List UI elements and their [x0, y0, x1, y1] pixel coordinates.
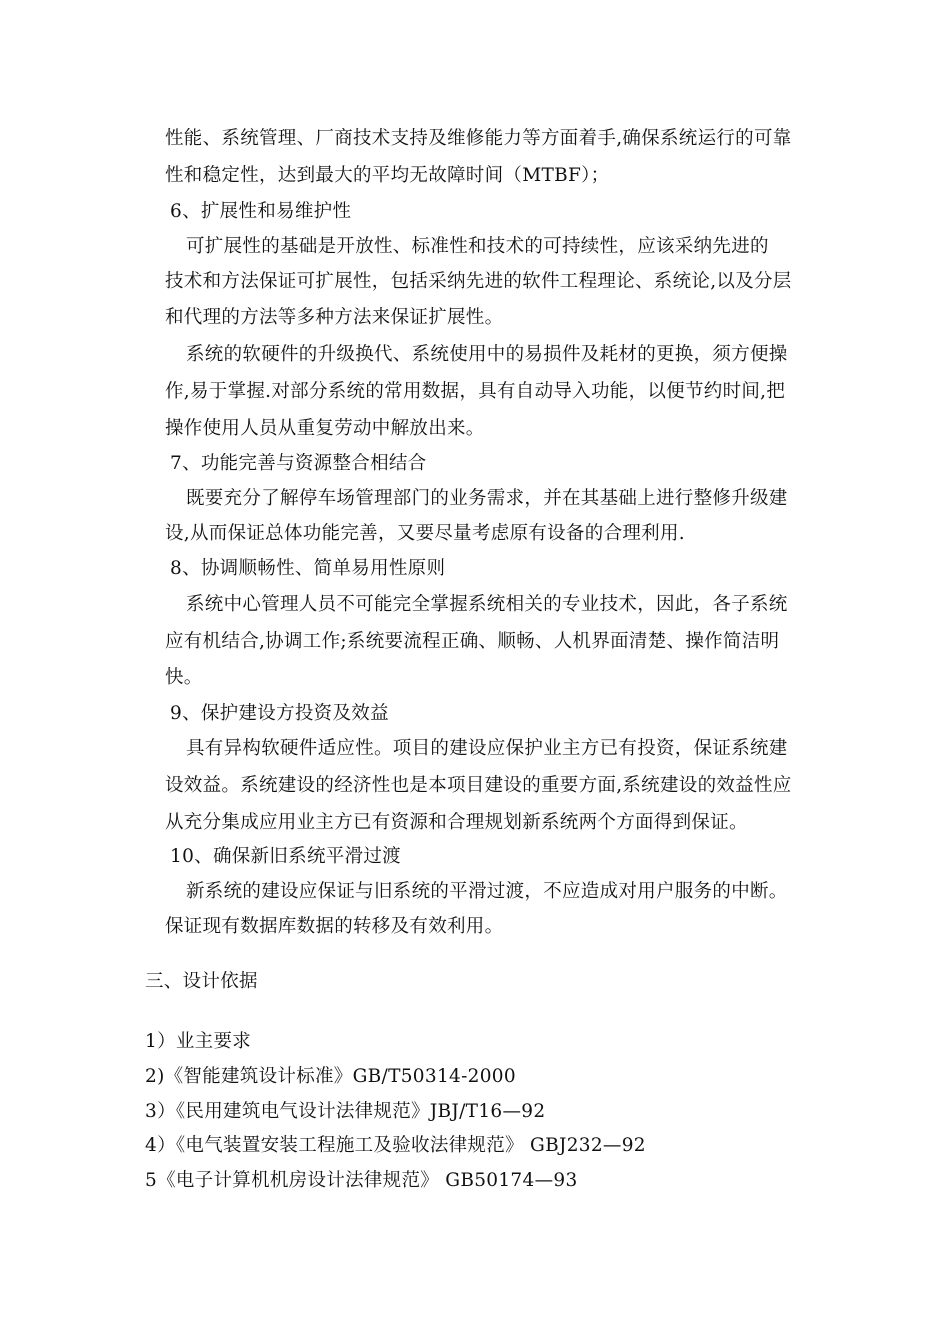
- paragraph-line: 应有机结合,协调工作;系统要流程正确、顺畅、人机界面清楚、操作简洁明: [165, 631, 780, 652]
- paragraph-line: 设效益。系统建设的经济性也是本项目建设的重要方面,系统建设的效益性应: [165, 775, 792, 796]
- paragraph-line: 操作使用人员从重复劳动中解放出来。: [165, 418, 485, 439]
- paragraph-line: 具有异构软硬件适应性。项目的建设应保护业主方已有投资，保证系统建: [186, 738, 788, 759]
- reference-item: 4）《电气装置安装工程施工及验收法律规范》 GBJ232—92: [145, 1135, 646, 1156]
- paragraph-line: 设,从而保证总体功能完善，又要尽量考虑原有设备的合理利用.: [165, 523, 685, 544]
- paragraph-line: 新系统的建设应保证与旧系统的平滑过渡，不应造成对用户服务的中断。: [186, 881, 788, 902]
- paragraph-line: 性能、系统管理、厂商技术支持及维修能力等方面着手,确保系统运行的可靠: [165, 128, 792, 149]
- paragraph-line: 既要充分了解停车场管理部门的业务需求，并在其基础上进行整修升级建: [186, 488, 788, 509]
- chapter-heading-design-basis: 三、设计依据: [145, 971, 258, 992]
- paragraph-line: 和代理的方法等多种方法来保证扩展性。: [165, 307, 504, 328]
- section-heading-8: 8、协调顺畅性、简单易用性原则: [170, 558, 446, 579]
- paragraph-line: 系统中心管理人员不可能完全掌握系统相关的专业技术，因此，各子系统: [186, 594, 788, 615]
- paragraph-line: 作,易于掌握.对部分系统的常用数据，具有自动导入功能，以便节约时间,把: [165, 381, 786, 402]
- reference-item: 2)《智能建筑设计标准》GB/T50314-2000: [145, 1066, 516, 1087]
- paragraph-line: 保证现有数据库数据的转移及有效利用。: [165, 916, 504, 937]
- reference-item: 3）《民用建筑电气设计法律规范》JBJ/T16—92: [145, 1101, 546, 1122]
- section-heading-6: 6、扩展性和易维护性: [170, 201, 352, 222]
- paragraph-line: 从充分集成应用业主方已有资源和合理规划新系统两个方面得到保证。: [165, 812, 748, 833]
- paragraph-line: 可扩展性的基础是开放性、标准性和技术的可持续性，应该采纳先进的: [186, 236, 769, 257]
- paragraph-line: 系统的软硬件的升级换代、系统使用中的易损件及耗材的更换，须方便操: [186, 344, 788, 365]
- reference-item: 1）业主要求: [145, 1031, 252, 1052]
- paragraph-line: 技术和方法保证可扩展性，包括采纳先进的软件工程理论、系统论,以及分层: [165, 271, 792, 292]
- section-heading-10: 10、确保新旧系统平滑过渡: [170, 846, 401, 867]
- paragraph-line: 快。: [165, 667, 203, 688]
- section-heading-7: 7、功能完善与资源整合相结合: [170, 453, 427, 474]
- reference-item: 5《电子计算机机房设计法律规范》 GB50174—93: [145, 1170, 578, 1191]
- paragraph-line: 性和稳定性，达到最大的平均无故障时间（MTBF）；: [165, 165, 610, 186]
- section-heading-9: 9、保护建设方投资及效益: [170, 703, 389, 724]
